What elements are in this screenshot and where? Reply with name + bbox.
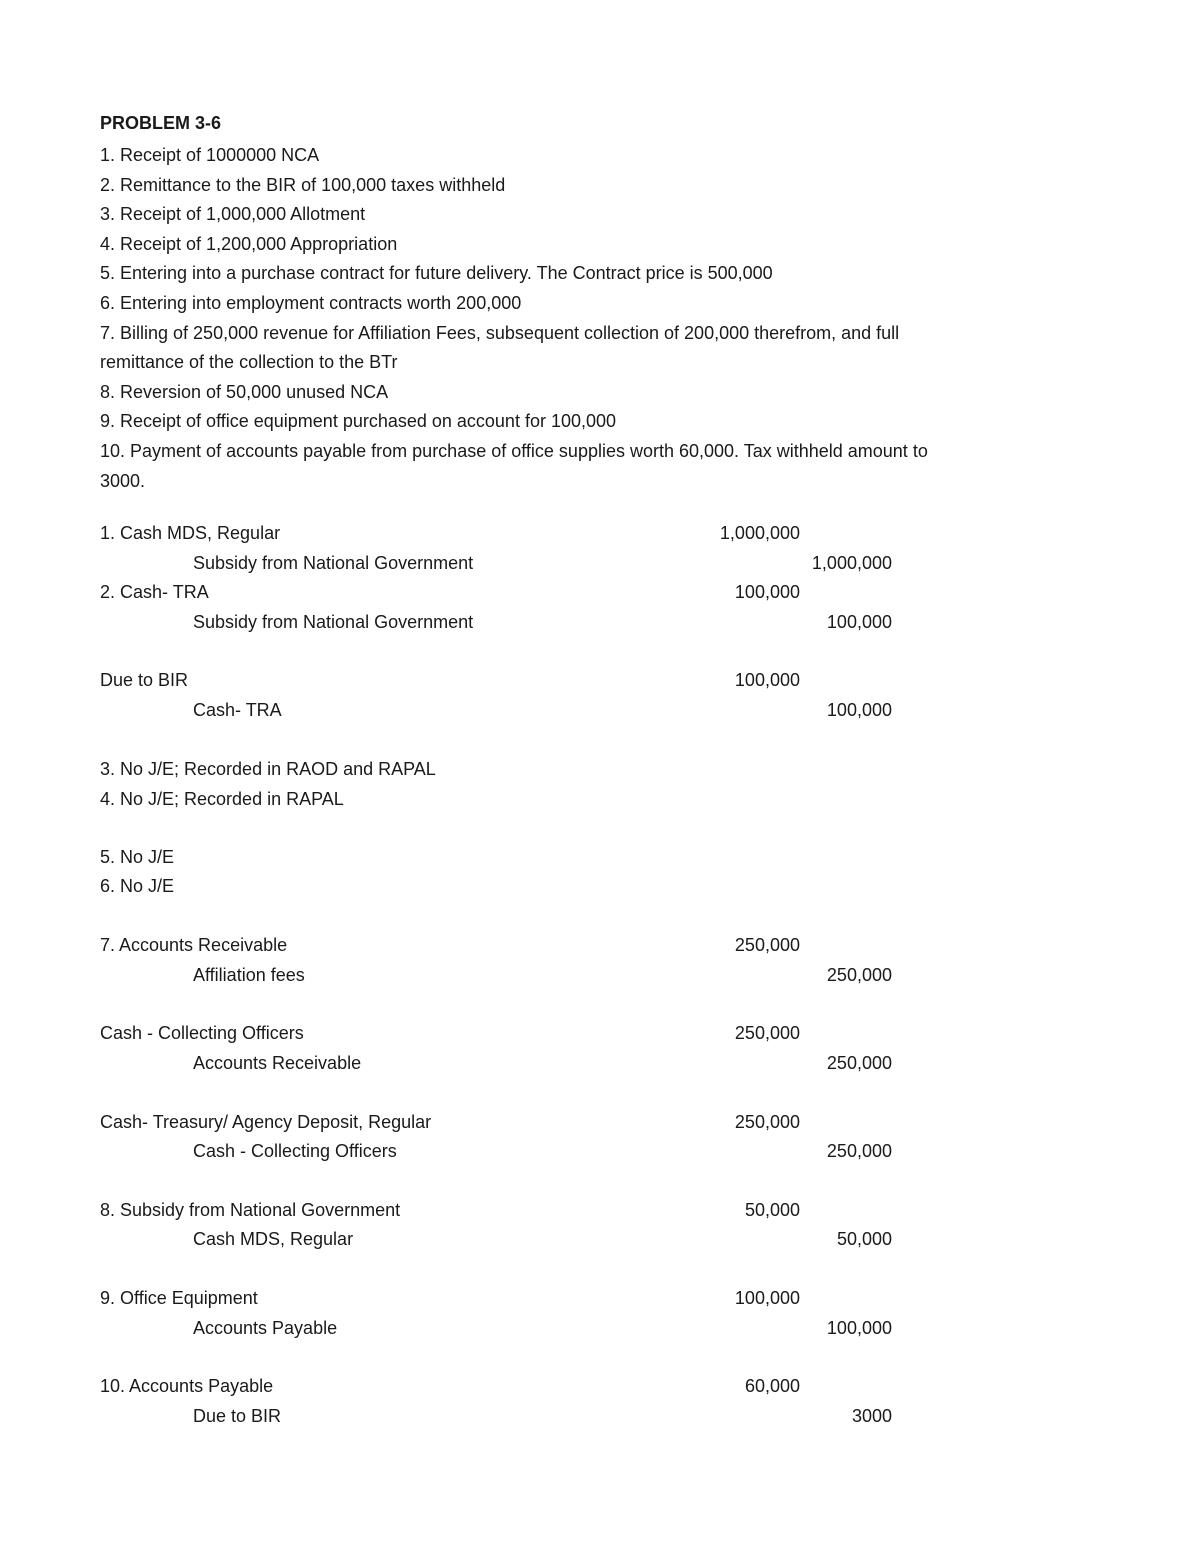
entry-row [0, 1048, 1200, 1078]
entry-row [0, 1283, 1200, 1313]
entry-note: 5. No J/E [100, 847, 175, 867]
entry-credit: 100,000 [826, 700, 892, 720]
problem-item-4: 4. Receipt of 1,200,000 Appropriation [100, 233, 398, 254]
entry-debit: 250,000 [734, 1112, 800, 1132]
entry-credit: 250,000 [826, 1141, 892, 1161]
entry-account: Cash - Collecting Officers [193, 1141, 397, 1161]
entry-account: 8. Subsidy from National Government [100, 1200, 401, 1220]
entry-row [0, 1018, 1200, 1048]
entry-debit: 250,000 [734, 1023, 800, 1043]
entry-row [0, 871, 1200, 901]
problem-item-10: 10. Payment of accounts payable from purchase of office supplies worth 60,000. Tax withheld amount to 3000. [100, 440, 928, 491]
entry-debit: 250,000 [734, 935, 800, 955]
entry-account: Cash- Treasury/ Agency Deposit, Regular [100, 1112, 432, 1132]
entry-row [0, 930, 1200, 960]
entry-row [0, 842, 1200, 872]
entry-row [0, 548, 1200, 578]
entry-row [0, 960, 1200, 990]
entry-account: 2. Cash- TRA [100, 582, 209, 602]
entry-note: 6. No J/E [100, 876, 175, 896]
entry-debit: 60,000 [744, 1376, 800, 1396]
entry-debit: 100,000 [734, 670, 800, 690]
entry-credit: 50,000 [836, 1229, 892, 1249]
entry-debit: 50,000 [744, 1200, 800, 1220]
entry-row [0, 1136, 1200, 1166]
entry-account: Accounts Payable [193, 1318, 338, 1338]
entry-account: Cash - Collecting Officers [100, 1023, 304, 1043]
page-title: PROBLEM 3-6 [100, 113, 222, 133]
entry-row [0, 607, 1200, 637]
entry-row [0, 1401, 1200, 1431]
problem-item-6: 6. Entering into employment contracts worth 200,000 [100, 292, 522, 313]
entry-account: 1. Cash MDS, Regular [100, 523, 281, 543]
entry-account: Accounts Receivable [193, 1053, 362, 1073]
entry-account: Cash- TRA [193, 700, 282, 720]
problem-item-7: 7. Billing of 250,000 revenue for Affiliation Fees, subsequent collection of 200,000 therefrom, and full remittance of the collection to the BTr [100, 322, 900, 373]
entry-account: Subsidy from National Government [193, 553, 474, 573]
entry-row [0, 1195, 1200, 1225]
entry-note: 3. No J/E; Recorded in RAOD and RAPAL [100, 759, 436, 779]
entry-credit: 100,000 [826, 1318, 892, 1338]
entry-account: 9. Office Equipment [100, 1288, 258, 1308]
entry-account: 10. Accounts Payable [100, 1376, 274, 1396]
entry-row [0, 1313, 1200, 1343]
entry-debit: 1,000,000 [719, 523, 800, 543]
problem-item-2: 2. Remittance to the BIR of 100,000 taxes withheld [100, 174, 506, 195]
entry-debit: 100,000 [734, 1288, 800, 1308]
problem-item-3: 3. Receipt of 1,000,000 Allotment [100, 204, 366, 225]
entry-row [0, 665, 1200, 695]
entry-row [0, 754, 1200, 784]
entry-account: Subsidy from National Government [193, 612, 474, 632]
entry-row [0, 1107, 1200, 1137]
entry-account: Cash MDS, Regular [193, 1229, 354, 1249]
entry-credit: 250,000 [826, 1053, 892, 1073]
entry-row [0, 577, 1200, 607]
entry-credit: 250,000 [826, 965, 892, 985]
problem-item-1: 1. Receipt of 1000000 NCA [100, 145, 320, 165]
entry-credit: 100,000 [826, 612, 892, 632]
entry-account: Due to BIR [100, 670, 189, 690]
entry-note: 4. No J/E; Recorded in RAPAL [100, 789, 344, 809]
entry-credit: 1,000,000 [811, 553, 892, 573]
entry-credit: 3000 [851, 1406, 892, 1426]
entry-row [0, 1224, 1200, 1254]
entry-debit: 100,000 [734, 582, 800, 602]
problem-item-9: 9. Receipt of office equipment purchased on account for 100,000 [100, 411, 617, 432]
entry-account: Affiliation fees [193, 965, 305, 985]
entry-account: Due to BIR [193, 1406, 282, 1426]
entry-row [0, 1371, 1200, 1401]
entry-row [0, 784, 1200, 814]
entry-row [0, 518, 1200, 548]
entry-row [0, 695, 1200, 725]
entry-account: 7. Accounts Receivable [100, 935, 288, 955]
problem-item-5: 5. Entering into a purchase contract for future delivery. The Contract price is 500,000 [100, 263, 773, 284]
problem-item-8: 8. Reversion of 50,000 unused NCA [100, 381, 389, 402]
